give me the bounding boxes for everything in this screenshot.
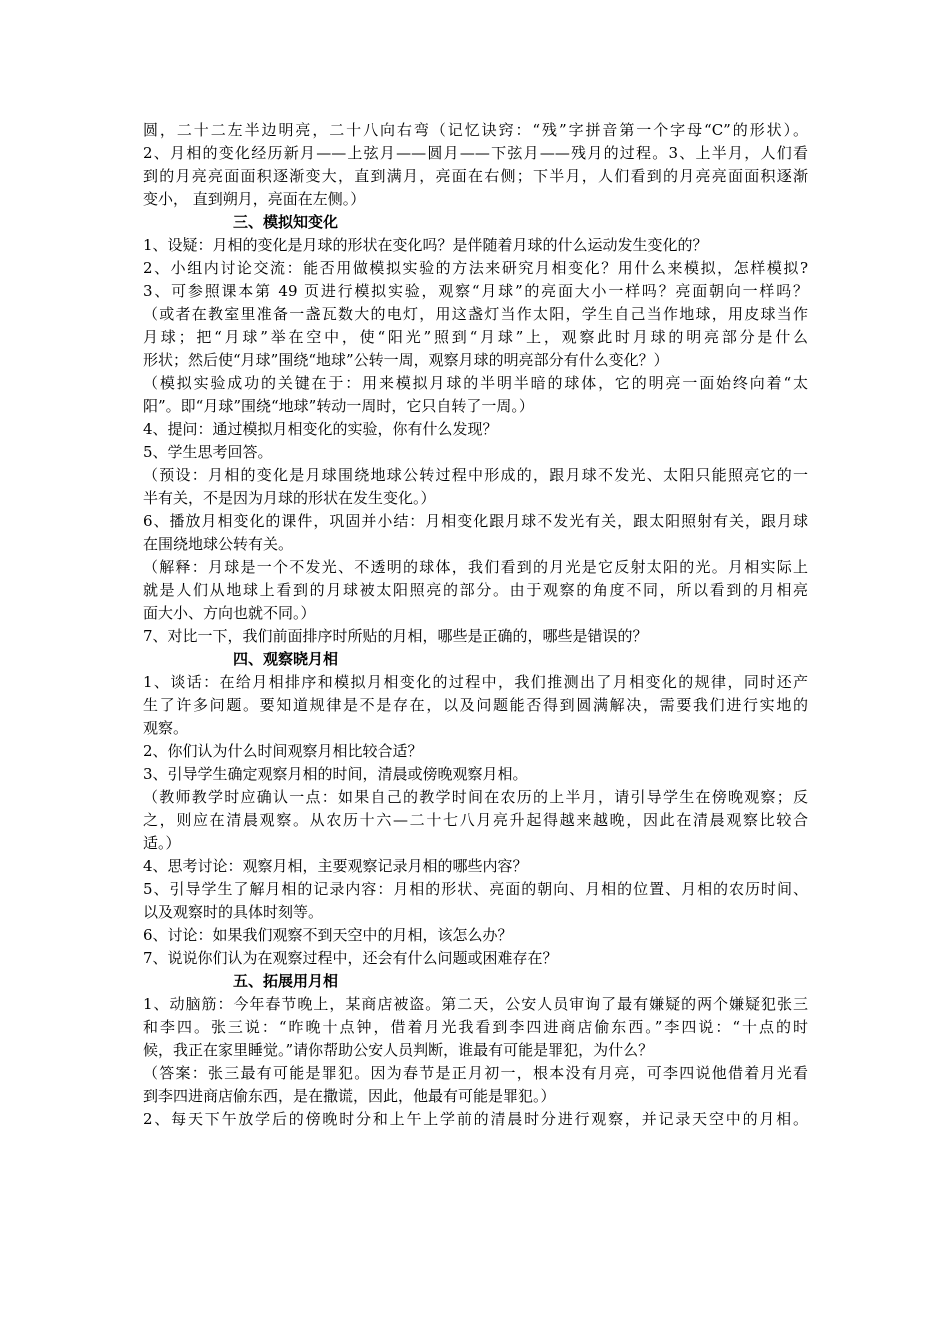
text-line: 半有关，不是因为月球的形状在发生变化。） (143, 489, 436, 507)
text-line: （模拟实验成功的关键在于：用来模拟月球的半明半暗的球体，它的明亮一面始终向着“太 (143, 374, 808, 392)
text-line: 1、设疑：月相的变化是月球的形状在变化吗？是伴随着月球的什么运动发生变化的？ (143, 236, 708, 254)
text-line: 月球；把“月球”举在空中，使“阳光”照到“月球”上，观察此时月球的明亮部分是什么 (143, 328, 808, 346)
text-line: 2、每天下午放学后的傍晚时分和上午上学前的清晨时分进行观察，并记录天空中的月相。 (143, 1110, 808, 1128)
text-line: 1、谈话：在给月相排序和模拟月相变化的过程中，我们推测出了月相变化的规律，同时还产 (143, 673, 808, 691)
text-line: 面大小、方向也就不同。） (143, 604, 316, 622)
text-line: 3、可参照课本第 49 页进行模拟实验，观察“月球”的亮面大小一样吗？亮面朝向一样吗？ (143, 282, 808, 300)
text-line: 7、对比一下，我们前面排序时所贴的月相，哪些是正确的，哪些是错误的？ (143, 627, 648, 645)
text-line: （解释：月球是一个不发光、不透明的球体，我们看到的月光是它反射太阳的光。月相实际上 (143, 558, 808, 576)
text-line: 生了许多问题。要知道规律是不是存在，以及问题能否得到圆满解决，需要我们进行实地的 (143, 696, 808, 714)
text-line: 观察。 (143, 719, 189, 737)
text-line: 到的月亮亮面面积逐渐变大，直到满月，亮面在右侧；下半月，人们看到的月亮亮面面积逐渐 (143, 167, 808, 185)
section-heading: 四、观察晓月相 (233, 650, 339, 668)
text-line: 和李四。张三说：“昨晚十点钟，借着月光我看到李四进商店偷东西。”李四说：“十点的时 (143, 1018, 808, 1036)
text-line: 阳”。即“月球”围绕“地球”转动一周时，它只自转了一周。） (143, 397, 534, 415)
text-line: 就是人们从地球上看到的月球被太阳照亮的部分。由于观察的角度不同，所以看到的月相亮 (143, 581, 808, 599)
text-line: 5、引导学生了解月相的记录内容：月相的形状、亮面的朝向、月相的位置、月相的农历时间、 (143, 880, 808, 898)
text-line: 在围绕地球公转有关。 (143, 535, 294, 553)
text-line: 候，我正在家里睡觉。”请你帮助公安人员判断，谁最有可能是罪犯，为什么？ (143, 1041, 654, 1059)
text-line: 2、月相的变化经历新月——上弦月——圆月——下弦月——残月的过程。3、上半月，人们看 (143, 144, 808, 162)
text-line: （答案：张三最有可能是罪犯。因为春节是正月初一，根本没有月亮，可李四说他借着月光看 (143, 1064, 808, 1082)
text-line: 形状；然后使“月球”围绕“地球”公转一周，观察月球的明亮部分有什么变化？） (143, 351, 669, 369)
text-line: 7、说说你们认为在观察过程中，还会有什么问题或困难存在？ (143, 949, 558, 967)
text-line: 1、动脑筋：今年春节晚上，某商店被盗。第二天，公安人员审询了最有嫌疑的两个嫌疑犯张三 (143, 995, 808, 1013)
text-line: 5、学生思考回答。 (143, 443, 273, 461)
text-line: 2、你们认为什么时间观察月相比较合适？ (143, 742, 423, 760)
document-body (143, 119, 808, 1131)
text-line: （教师教学时应确认一点：如果自己的教学时间在农历的上半月，请引导学生在傍晚观察；反 (143, 788, 808, 806)
text-line: 适。） (143, 834, 181, 852)
text-line: 3、引导学生确定观察月相的时间，清晨或傍晚观察月相。 (143, 765, 528, 783)
text-line: 圆，二十二左半边明亮，二十八向右弯（记忆诀窍：“残”字拼音第一个字母“C”的形状）。 (143, 121, 808, 139)
text-line: （预设：月相的变化是月球围绕地球公转过程中形成的，跟月球不发光、太阳只能照亮它的一 (143, 466, 808, 484)
text-line: 4、思考讨论：观察月相，主要观察记录月相的哪些内容？ (143, 857, 528, 875)
text-line: 6、播放月相变化的课件，巩固并小结：月相变化跟月球不发光有关，跟太阳照射有关，跟月球 (143, 512, 808, 530)
text-line: （或者在教室里准备一盏瓦数大的电灯，用这盏灯当作太阳，学生自己当作地球，用皮球当作 (143, 305, 808, 323)
text-line: 变小， 直到朔月，亮面在左侧。） (143, 190, 366, 208)
text-line: 4、提问：通过模拟月相变化的实验，你有什么发现？ (143, 420, 498, 438)
text-line: 6、讨论：如果我们观察不到天空中的月相，该怎么办？ (143, 926, 513, 944)
text-line: 到李四进商店偷东西，是在撒谎，因此，他最有可能是罪犯。） (143, 1087, 556, 1105)
text-line: 之，则应在清晨观察。从农历十六—二十七八月亮升起得越来越晚，因此在清晨观察比较合 (143, 811, 808, 829)
section-heading: 五、拓展用月相 (233, 972, 339, 990)
text-line: 2、小组内讨论交流：能否用做模拟实验的方法来研究月相变化？用什么来模拟，怎样模拟? (143, 259, 808, 277)
section-heading: 三、模拟知变化 (233, 213, 339, 231)
text-line: 以及观察时的具体时刻等。 (143, 903, 324, 921)
